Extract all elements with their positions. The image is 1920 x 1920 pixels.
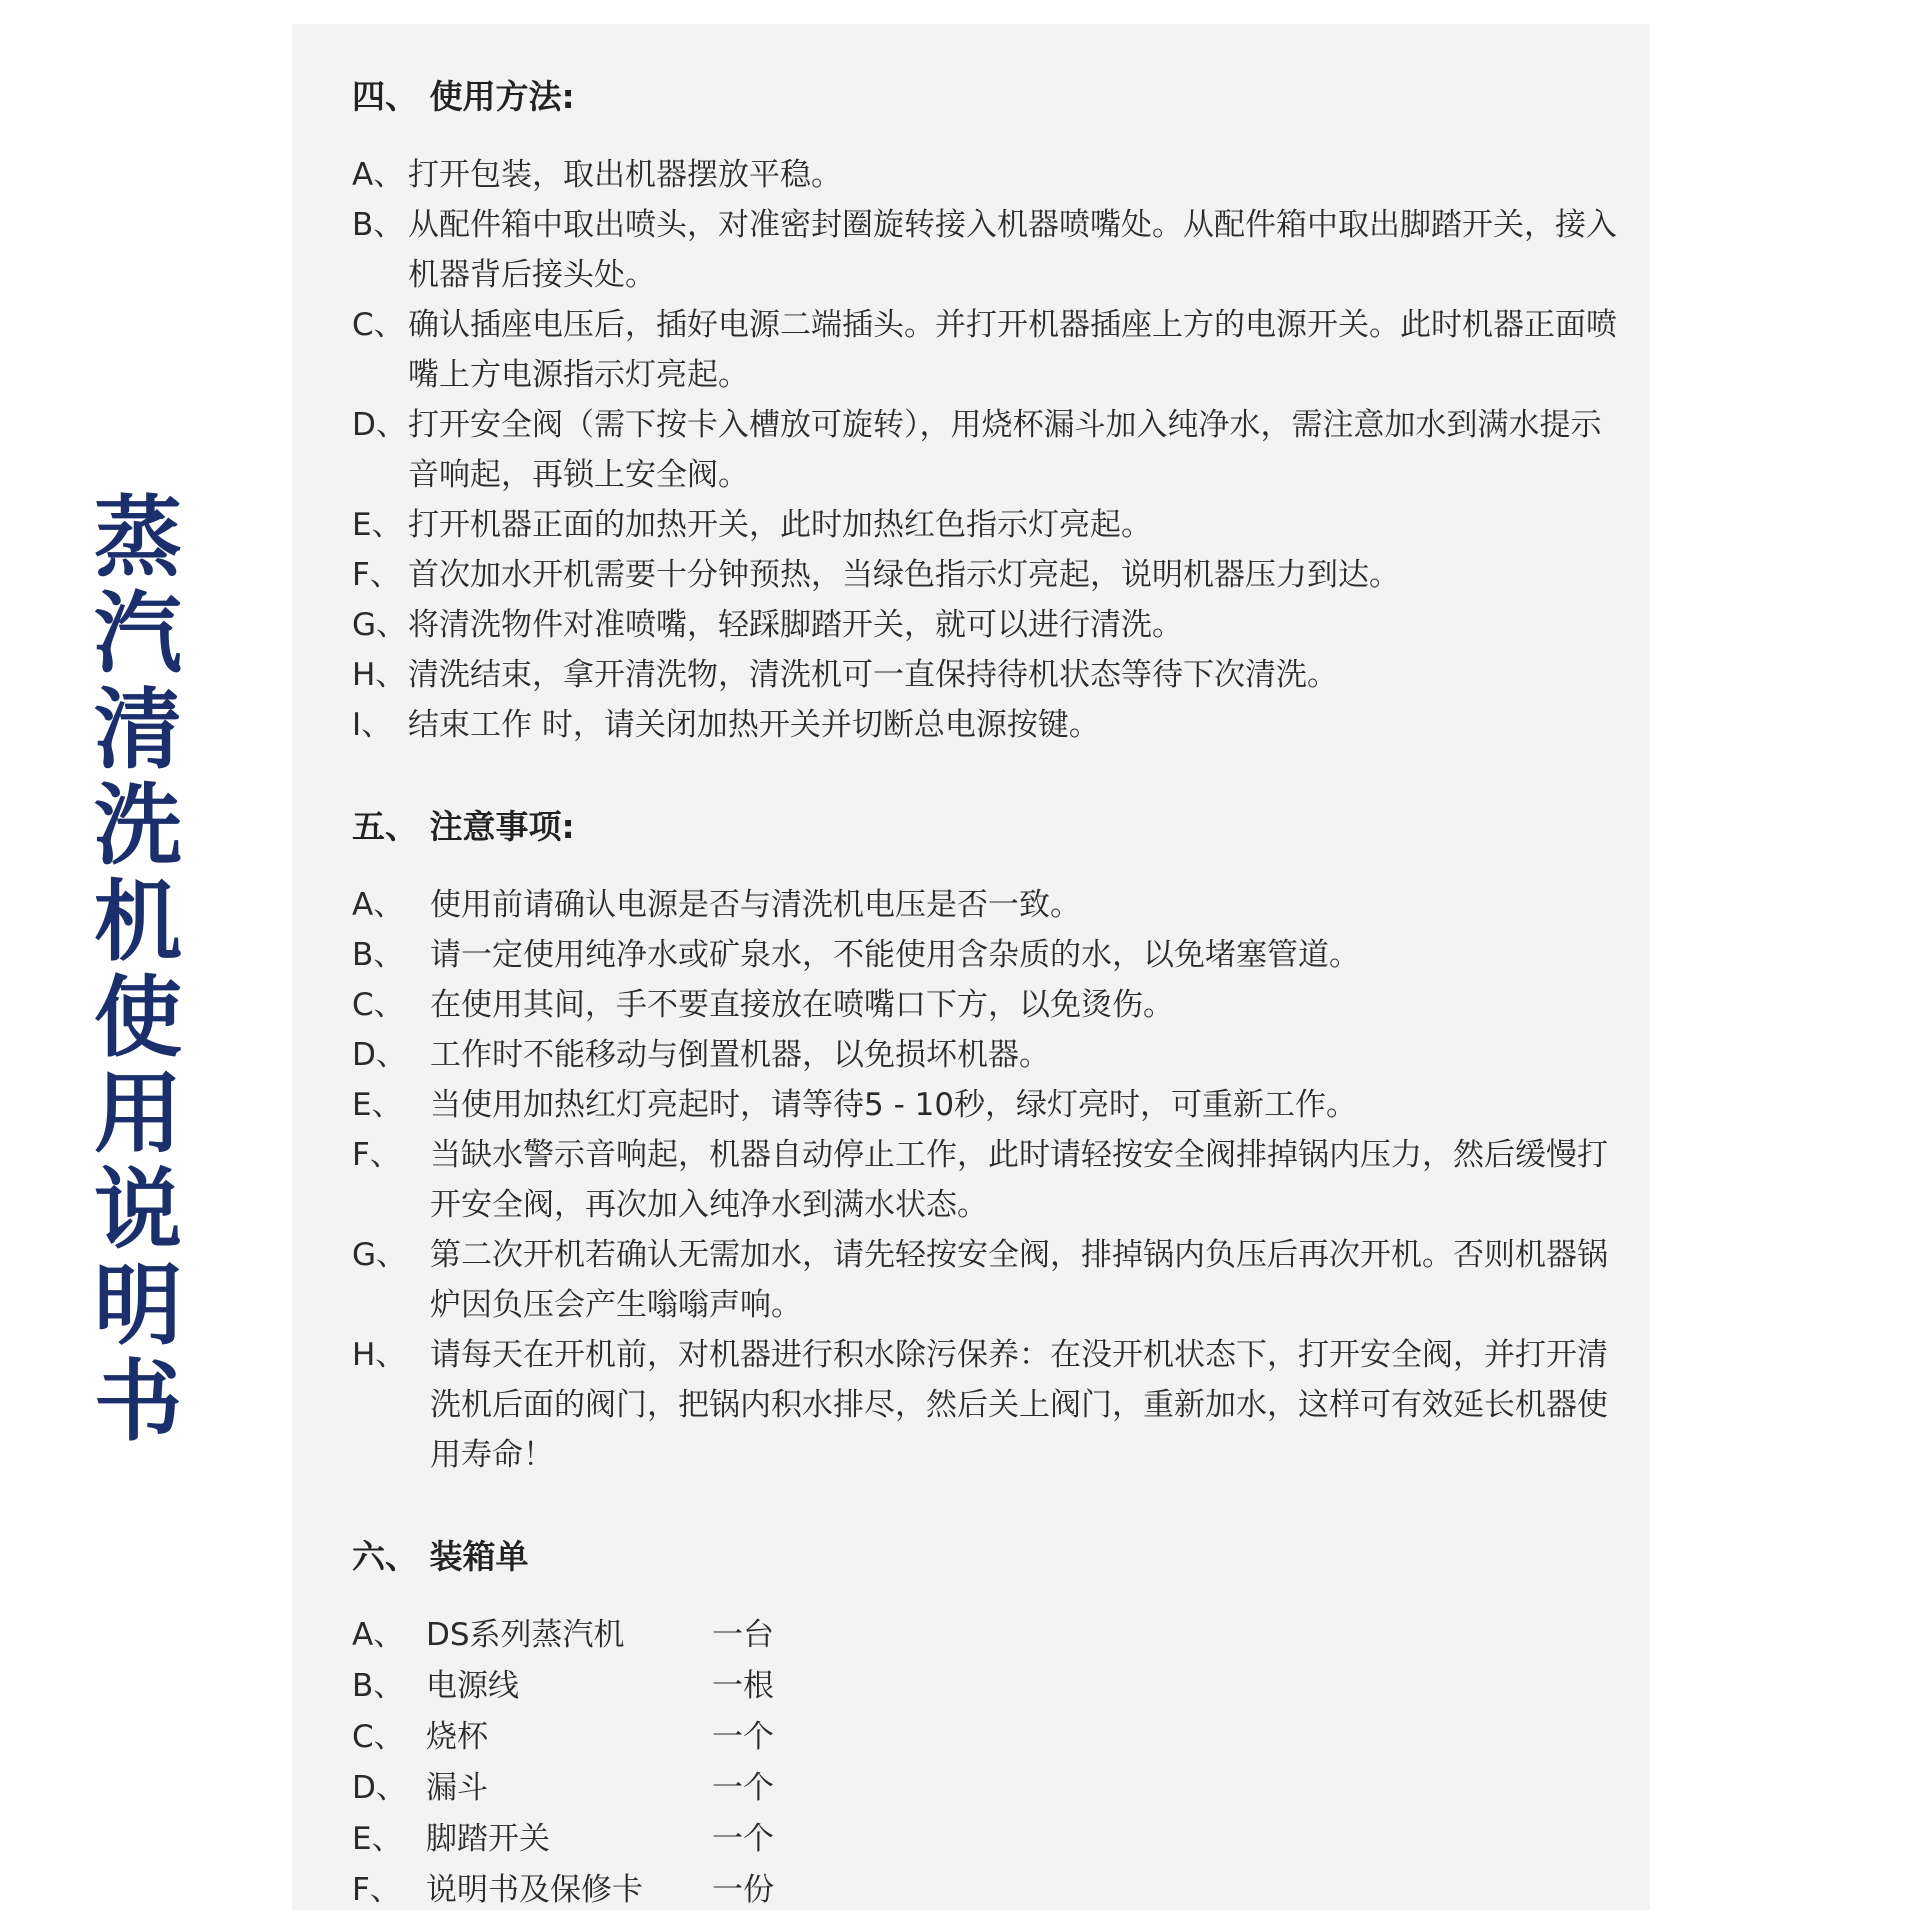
list-item — [352, 600, 1620, 650]
item-text: 打开包装，取出机器摆放平稳。 — [408, 157, 842, 193]
item-letter: A、 — [352, 1617, 405, 1653]
vertical-title — [88, 486, 188, 1453]
item-letter: H、 — [352, 1337, 407, 1373]
item-letter: B、 — [352, 1668, 405, 1704]
item-letter: F、 — [352, 557, 401, 593]
packing-row — [352, 1661, 1620, 1712]
list-item — [352, 1030, 1620, 1080]
list-item — [352, 200, 1620, 300]
item-text: 当缺水警示音响起，机器自动停止工作，此时请轻按安全阀排掉锅内压力，然后缓慢打开安全阀，再次加入纯净水到满水状态。 — [430, 1137, 1608, 1223]
title-char: 用 — [93, 1062, 182, 1165]
item-text: 第二次开机若确认无需加水，请先轻按安全阀，排掉锅内负压后再次开机。否则机器锅炉因负压会产生嗡嗡声响。 — [430, 1237, 1608, 1323]
item-letter: E、 — [352, 1087, 403, 1123]
item-letter: F、 — [352, 1137, 401, 1173]
item-letter: C、 — [352, 987, 405, 1023]
item-quantity: 一份 — [712, 1872, 774, 1908]
item-name: 脚踏开关 — [426, 1821, 550, 1857]
item-letter: A、 — [352, 887, 405, 923]
manual-content — [352, 72, 1620, 1916]
packing-row — [352, 1814, 1620, 1865]
item-text: 在使用其间，手不要直接放在喷嘴口下方，以免烫伤。 — [430, 987, 1174, 1023]
list-item — [352, 930, 1620, 980]
item-text: 确认插座电压后，插好电源二端插头。并打开机器插座上方的电源开关。此时机器正面喷嘴上方电源指示灯亮起。 — [408, 307, 1617, 393]
item-text: 结束工作 时，请关闭加热开关并切断总电源按键。 — [408, 707, 1100, 743]
title-char: 蒸 — [93, 486, 182, 589]
section-heading-packing-list: 六、 装箱单 — [352, 1537, 529, 1576]
title-char: 使 — [93, 966, 182, 1069]
title-char: 清 — [93, 678, 182, 781]
item-letter: C、 — [352, 1719, 405, 1755]
item-letter: G、 — [352, 1237, 408, 1273]
item-text: 工作时不能移动与倒置机器，以免损坏机器。 — [430, 1037, 1050, 1073]
packing-row — [352, 1712, 1620, 1763]
list-item — [352, 980, 1620, 1030]
item-name: 说明书及保修卡 — [426, 1872, 643, 1908]
item-letter: F、 — [352, 1872, 401, 1908]
item-quantity: 一个 — [712, 1821, 774, 1857]
item-text: 从配件箱中取出喷头，对准密封圈旋转接入机器喷嘴处。从配件箱中取出脚踏开关，接入机器背后接头处。 — [408, 207, 1617, 293]
item-text: 打开安全阀（需下按卡入槽放可旋转），用烧杯漏斗加入纯净水，需注意加水到满水提示音响起，再锁上安全阀。 — [408, 407, 1602, 493]
list-item — [352, 1130, 1620, 1230]
title-char: 洗 — [93, 774, 182, 877]
item-name: 烧杯 — [426, 1719, 488, 1755]
list-item — [352, 150, 1620, 200]
item-letter: H、 — [352, 657, 407, 693]
item-text: 使用前请确认电源是否与清洗机电压是否一致。 — [430, 887, 1081, 923]
item-letter: I、 — [352, 707, 393, 743]
item-letter: E、 — [352, 1821, 403, 1857]
item-quantity: 一根 — [712, 1668, 774, 1704]
list-item — [352, 1080, 1620, 1130]
item-quantity: 一个 — [712, 1770, 774, 1806]
item-letter: D、 — [352, 1770, 407, 1806]
item-text: 首次加水开机需要十分钟预热，当绿色指示灯亮起，说明机器压力到达。 — [408, 557, 1400, 593]
usage-list — [352, 150, 1620, 750]
item-letter: G、 — [352, 607, 408, 643]
item-letter: B、 — [352, 207, 405, 243]
item-text: 打开机器正面的加热开关，此时加热红色指示灯亮起。 — [408, 507, 1152, 543]
item-name: DS系列蒸汽机 — [426, 1617, 625, 1653]
item-letter: B、 — [352, 937, 405, 973]
item-letter: C、 — [352, 307, 405, 343]
list-item — [352, 880, 1620, 930]
list-item — [352, 550, 1620, 600]
item-text: 清洗结束，拿开清洗物，清洗机可一直保持待机状态等待下次清洗。 — [408, 657, 1338, 693]
item-text: 请一定使用纯净水或矿泉水，不能使用含杂质的水，以免堵塞管道。 — [430, 937, 1360, 973]
item-letter: A、 — [352, 157, 405, 193]
list-item — [352, 1230, 1620, 1330]
list-item — [352, 400, 1620, 500]
item-letter: D、 — [352, 407, 407, 443]
item-letter: D、 — [352, 1037, 407, 1073]
title-char: 书 — [93, 1350, 182, 1453]
item-text: 当使用加热红灯亮起时，请等待5 - 10秒，绿灯亮时，可重新工作。 — [430, 1087, 1358, 1123]
list-item — [352, 1330, 1620, 1480]
packing-row — [352, 1610, 1620, 1661]
item-name: 漏斗 — [426, 1770, 488, 1806]
title-char: 说 — [93, 1158, 182, 1261]
list-item — [352, 300, 1620, 400]
list-item — [352, 650, 1620, 700]
packing-row — [352, 1865, 1620, 1916]
title-char: 明 — [93, 1254, 182, 1357]
title-char: 机 — [93, 870, 182, 973]
list-item — [352, 500, 1620, 550]
packing-row — [352, 1763, 1620, 1814]
item-text: 将清洗物件对准喷嘴，轻踩脚踏开关，就可以进行清洗。 — [408, 607, 1183, 643]
manual-page — [292, 24, 1650, 1910]
section-heading-usage: 四、 使用方法: — [352, 77, 575, 116]
precautions-list — [352, 880, 1620, 1480]
section-heading-precautions: 五、 注意事项: — [352, 807, 575, 846]
list-item — [352, 700, 1620, 750]
packing-list — [352, 1610, 1620, 1916]
item-quantity: 一个 — [712, 1719, 774, 1755]
title-char: 汽 — [93, 582, 182, 685]
item-letter: E、 — [352, 507, 403, 543]
item-name: 电源线 — [426, 1668, 519, 1704]
item-quantity: 一台 — [712, 1617, 774, 1653]
item-text: 请每天在开机前，对机器进行积水除污保养：在没开机状态下，打开安全阀，并打开清洗机后面的阀门，把锅内积水排尽，然后关上阀门，重新加水，这样可有效延长机器使用寿命！ — [430, 1337, 1608, 1473]
